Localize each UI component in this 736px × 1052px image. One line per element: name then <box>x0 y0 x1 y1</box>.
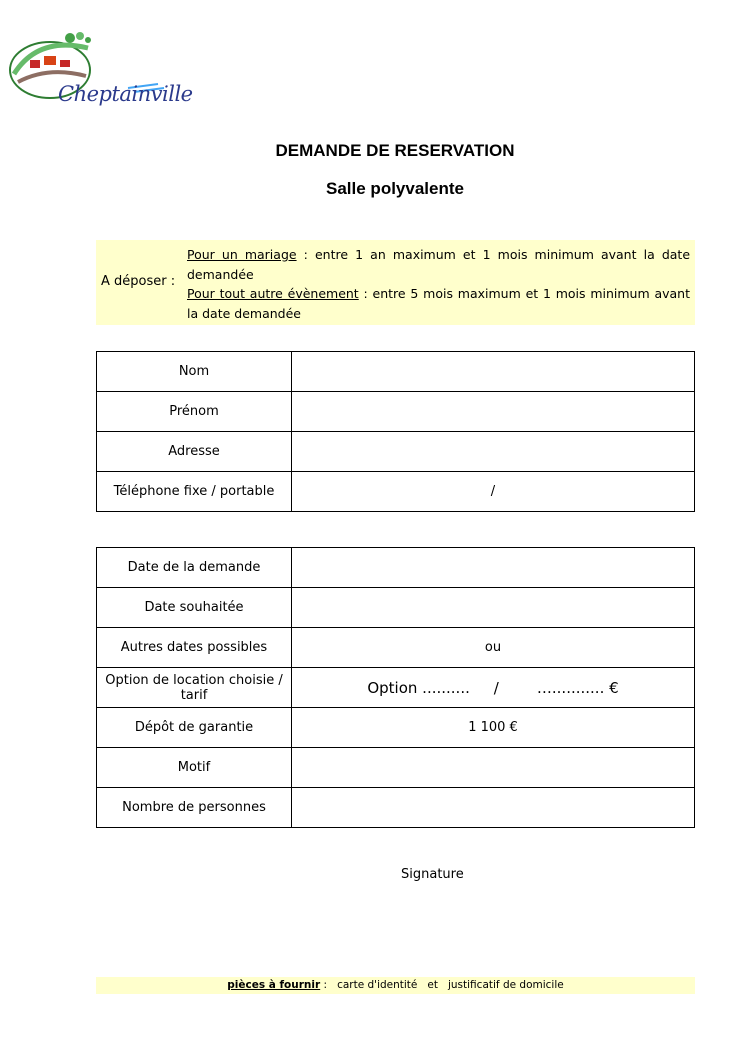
page-title: DEMANDE DE RESERVATION <box>275 141 515 160</box>
field-option[interactable]: Option .......... / …........... € <box>292 668 695 708</box>
table-row <box>97 352 695 392</box>
field-autres-dates[interactable]: ou <box>292 628 695 668</box>
field-label-date-souhaitee: Date souhaitée <box>97 588 292 628</box>
field-personnes[interactable] <box>292 788 695 828</box>
field-label-depot: Dépôt de garantie <box>97 708 292 748</box>
table-row <box>97 788 695 828</box>
field-label-telephone: Téléphone fixe / portable <box>97 472 292 512</box>
field-label-personnes: Nombre de personnes <box>97 788 292 828</box>
field-label-date-demande: Date de la demande <box>97 548 292 588</box>
table-row <box>97 548 695 588</box>
field-label-adresse: Adresse <box>97 432 292 472</box>
table-row <box>97 748 695 788</box>
field-label-motif: Motif <box>97 748 292 788</box>
deposit-text <box>187 245 690 323</box>
table-row <box>97 628 695 668</box>
deposit-label: A déposer : <box>101 274 176 289</box>
table-row <box>97 708 695 748</box>
deposit-event-label: Pour tout autre évènement <box>187 286 359 301</box>
field-date-demande[interactable] <box>292 548 695 588</box>
field-label-prenom: Prénom <box>97 392 292 432</box>
contact-table <box>96 351 695 512</box>
deposit-event-text: : entre 5 mois maximum et 1 mois minimum avant la date demandée <box>187 286 690 321</box>
deposit-wedding-label: Pour un mariage <box>187 247 297 262</box>
field-date-souhaitee[interactable] <box>292 588 695 628</box>
footer-label: pièces à fournir <box>227 979 321 991</box>
page-subtitle: Salle polyvalente <box>326 179 464 198</box>
field-motif[interactable] <box>292 748 695 788</box>
table-row <box>97 392 695 432</box>
field-adresse[interactable] <box>292 432 695 472</box>
field-depot: 1 100 € <box>292 708 695 748</box>
table-row <box>97 668 695 708</box>
field-prenom[interactable] <box>292 392 695 432</box>
field-label-nom: Nom <box>97 352 292 392</box>
table-row <box>97 588 695 628</box>
table-row <box>97 472 695 512</box>
signature-label: Signature <box>401 867 464 882</box>
logo-text: Cheptainville <box>58 82 193 106</box>
field-nom[interactable] <box>292 352 695 392</box>
field-telephone[interactable]: / <box>292 472 695 512</box>
field-label-option: Option de location choisie / tarif <box>97 668 292 708</box>
cheptainville-logo <box>8 26 218 104</box>
table-row <box>97 432 695 472</box>
reservation-table <box>96 547 695 828</box>
field-label-autres-dates: Autres dates possibles <box>97 628 292 668</box>
footer-text: : carte d'identité et justificatif de domicile <box>320 979 564 991</box>
deposit-wedding-text: : entre 1 an maximum et 1 mois minimum avant la date demandée <box>187 247 691 282</box>
deposit-notice <box>96 240 695 325</box>
documents-footer <box>96 977 695 994</box>
